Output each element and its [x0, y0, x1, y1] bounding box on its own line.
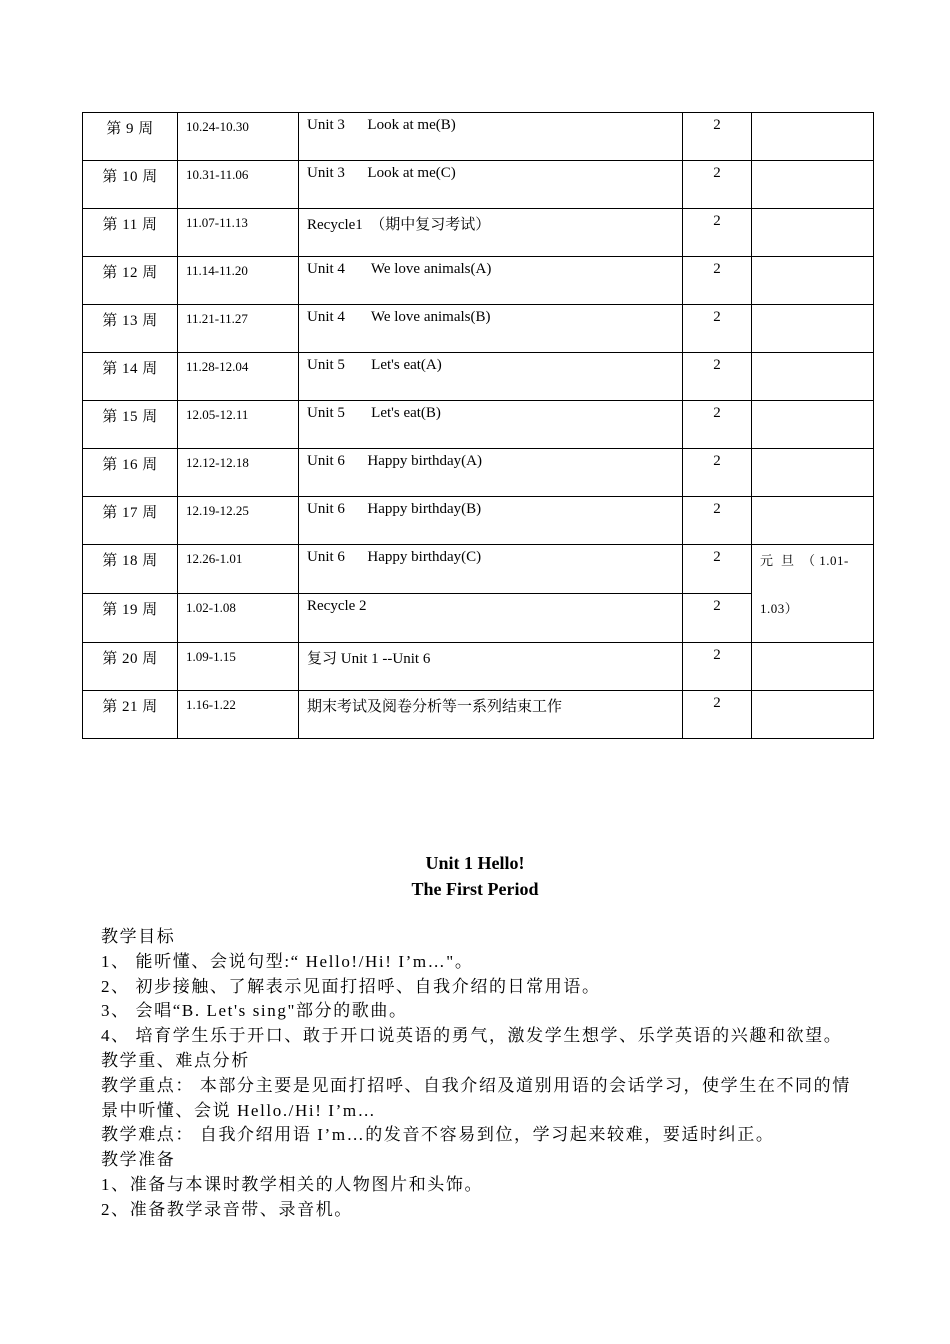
- objective-item: 1、 能听懂、会说句型:“ Hello!/Hi! I’m…"。: [101, 951, 474, 971]
- hours-cell: 2: [683, 305, 752, 353]
- teaching-schedule-table: [82, 112, 874, 739]
- note-cell: [752, 257, 874, 305]
- content-cell: Recycle 2: [299, 594, 683, 643]
- note-cell: [752, 161, 874, 209]
- schedule-row: [83, 353, 874, 401]
- hours-cell: 2: [683, 643, 752, 691]
- note-cell: [752, 449, 874, 497]
- hours-cell: 2: [683, 594, 752, 643]
- note-cell: [752, 209, 874, 257]
- hours-cell: 2: [683, 449, 752, 497]
- schedule-body: [83, 113, 874, 739]
- week-cell: 第 18 周: [83, 545, 178, 594]
- key-point-paragraph: 教学重点： 本部分主要是见面打招呼、自我介绍及道别用语的会话学习，使学生在不同的情景中听懂、会说 Hello./Hi! I’m…: [101, 1075, 851, 1120]
- schedule-row: [83, 305, 874, 353]
- schedule-row: [83, 497, 874, 545]
- schedule-row: [83, 545, 874, 594]
- lesson-subtitle: The First Period: [411, 879, 539, 899]
- objective-item: 4、 培育学生乐于开口、敢于开口说英语的勇气，激发学生想学、乐学英语的兴趣和欲望。: [101, 1026, 843, 1046]
- lesson-title: Unit 1 Hello!: [425, 853, 525, 873]
- schedule-row: [83, 401, 874, 449]
- content-cell: Unit 5 Let's eat(B): [299, 401, 683, 449]
- week-cell: 第 12 周: [83, 257, 178, 305]
- content-cell: Unit 6 Happy birthday(C): [299, 545, 683, 594]
- hours-cell: 2: [683, 161, 752, 209]
- date-range-cell: 12.12-12.18: [178, 449, 299, 497]
- week-cell: 第 20 周: [83, 643, 178, 691]
- hours-cell: 2: [683, 257, 752, 305]
- date-range-cell: 12.19-12.25: [178, 497, 299, 545]
- week-cell: 第 15 周: [83, 401, 178, 449]
- hours-cell: 2: [683, 691, 752, 739]
- date-range-cell: 10.24-10.30: [178, 113, 299, 161]
- date-range-cell: 1.02-1.08: [178, 594, 299, 643]
- content-cell: 复习 Unit 1 --Unit 6: [299, 643, 683, 691]
- week-cell: 第 11 周: [83, 209, 178, 257]
- section-heading-key-points: 教学重、难点分析: [101, 1050, 250, 1070]
- note-cell: [752, 691, 874, 739]
- note-cell: [752, 353, 874, 401]
- hours-cell: 2: [683, 497, 752, 545]
- note-cell: [752, 643, 874, 691]
- holiday-note-line: 1.03）: [760, 601, 799, 616]
- difficulty-paragraph: 教学难点： 自我介绍用语 I’m…的发音不容易到位，学习起来较难，要适时纠正。: [101, 1125, 775, 1145]
- date-range-cell: 11.07-11.13: [178, 209, 299, 257]
- note-cell: [752, 497, 874, 545]
- section-heading-preparation: 教学准备: [101, 1150, 176, 1170]
- content-cell: Unit 4 We love animals(B): [299, 305, 683, 353]
- content-cell: Unit 5 Let's eat(A): [299, 353, 683, 401]
- content-cell: 期末考试及阅卷分析等一系列结束工作: [299, 691, 683, 739]
- date-range-cell: 11.21-11.27: [178, 305, 299, 353]
- schedule-row: [83, 691, 874, 739]
- schedule-row: [83, 643, 874, 691]
- schedule-row: [83, 161, 874, 209]
- schedule-row: [83, 113, 874, 161]
- date-range-cell: 12.26-1.01: [178, 545, 299, 594]
- schedule-row: [83, 449, 874, 497]
- preparation-item: 2、准备教学录音带、录音机。: [101, 1199, 353, 1219]
- schedule-row: [83, 209, 874, 257]
- content-cell: Unit 6 Happy birthday(B): [299, 497, 683, 545]
- date-range-cell: 1.16-1.22: [178, 691, 299, 739]
- section-heading-objectives: 教学目标: [101, 927, 176, 946]
- hours-cell: 2: [683, 353, 752, 401]
- hours-cell: 2: [683, 113, 752, 161]
- hours-cell: 2: [683, 209, 752, 257]
- date-range-cell: 11.28-12.04: [178, 353, 299, 401]
- content-cell: Unit 6 Happy birthday(A): [299, 449, 683, 497]
- note-cell: [752, 305, 874, 353]
- schedule-row: [83, 257, 874, 305]
- week-cell: 第 19 周: [83, 594, 178, 643]
- week-cell: 第 9 周: [83, 113, 178, 161]
- date-range-cell: 10.31-11.06: [178, 161, 299, 209]
- holiday-note-cell: [752, 545, 874, 643]
- hours-cell: 2: [683, 545, 752, 594]
- week-cell: 第 21 周: [83, 691, 178, 739]
- date-range-cell: 12.05-12.11: [178, 401, 299, 449]
- content-cell: Unit 4 We love animals(A): [299, 257, 683, 305]
- hours-cell: 2: [683, 401, 752, 449]
- week-cell: 第 10 周: [83, 161, 178, 209]
- week-cell: 第 16 周: [83, 449, 178, 497]
- objective-item: 3、 会唱“B. Let's sing"部分的歌曲。: [101, 1001, 408, 1021]
- objective-item: 2、 初步接触、了解表示见面打招呼、自我介绍的日常用语。: [101, 976, 601, 996]
- note-cell: [752, 401, 874, 449]
- content-cell: Unit 3 Look at me(C): [299, 161, 683, 209]
- lesson-heading: [0, 850, 950, 902]
- preparation-item: 1、准备与本课时教学相关的人物图片和头饰。: [101, 1174, 484, 1194]
- week-cell: 第 13 周: [83, 305, 178, 353]
- holiday-note-line: 元 旦 （ 1.01-: [760, 553, 849, 568]
- content-cell: Unit 3 Look at me(B): [299, 113, 683, 161]
- date-range-cell: 1.09-1.15: [178, 643, 299, 691]
- lesson-plan-body: [101, 925, 861, 1223]
- week-cell: 第 17 周: [83, 497, 178, 545]
- date-range-cell: 11.14-11.20: [178, 257, 299, 305]
- note-cell: [752, 113, 874, 161]
- content-cell: Recycle1 （期中复习考试）: [299, 209, 683, 257]
- week-cell: 第 14 周: [83, 353, 178, 401]
